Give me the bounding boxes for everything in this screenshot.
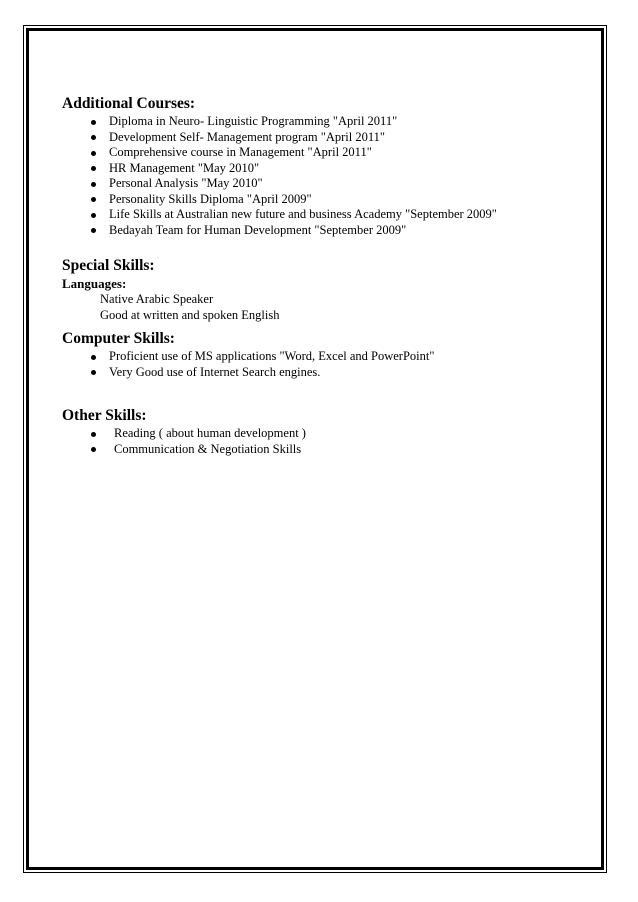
list-item: Communication & Negotiation Skills xyxy=(62,442,582,458)
bullet-icon xyxy=(91,370,96,375)
bullet-icon xyxy=(91,182,96,187)
additional-courses-list xyxy=(62,114,582,238)
list-item: Comprehensive course in Management "April 2011" xyxy=(62,145,582,161)
other-skills-title: Other Skills: xyxy=(62,407,147,424)
list-item: Personal Analysis "May 2010" xyxy=(62,176,582,192)
special-skills-title: Special Skills: xyxy=(62,257,155,274)
computer-skills-title: Computer Skills: xyxy=(62,330,175,347)
list-item: Very Good use of Internet Search engines. xyxy=(62,365,582,381)
language-item: Good at written and spoken English xyxy=(100,307,280,322)
additional-courses-title: Additional Courses: xyxy=(62,95,196,112)
bullet-icon xyxy=(91,120,96,125)
other-skills-section xyxy=(62,406,582,457)
computer-skills-list xyxy=(62,349,582,380)
bullet-icon xyxy=(91,432,96,437)
bullet-icon xyxy=(91,135,96,140)
list-item: Reading ( about human development ) xyxy=(62,426,582,442)
list-item: Life Skills at Australian new future and business Academy "September 2009" xyxy=(62,207,582,223)
bullet-icon xyxy=(91,151,96,156)
computer-skills-section xyxy=(62,329,582,380)
bullet-icon xyxy=(91,166,96,171)
list-item: Diploma in Neuro- Linguistic Programming "April 2011" xyxy=(62,114,582,130)
special-skills-section xyxy=(62,256,582,323)
list-item: Development Self- Management program "April 2011" xyxy=(62,130,582,146)
additional-courses-section xyxy=(62,94,582,238)
resume-content xyxy=(62,94,582,457)
bullet-icon xyxy=(91,447,96,452)
bullet-icon xyxy=(91,228,96,233)
bullet-icon xyxy=(91,213,96,218)
list-item: HR Management "May 2010" xyxy=(62,161,582,177)
language-item: Native Arabic Speaker xyxy=(100,292,214,306)
bullet-icon xyxy=(91,197,96,202)
other-skills-list xyxy=(62,426,582,457)
languages-label: Languages: xyxy=(62,276,127,291)
list-item: Proficient use of MS applications "Word, Excel and PowerPoint" xyxy=(62,349,582,365)
bullet-icon xyxy=(91,355,96,360)
list-item: Bedayah Team for Human Development "September 2009" xyxy=(62,223,582,239)
list-item: Personality Skills Diploma "April 2009" xyxy=(62,192,582,208)
